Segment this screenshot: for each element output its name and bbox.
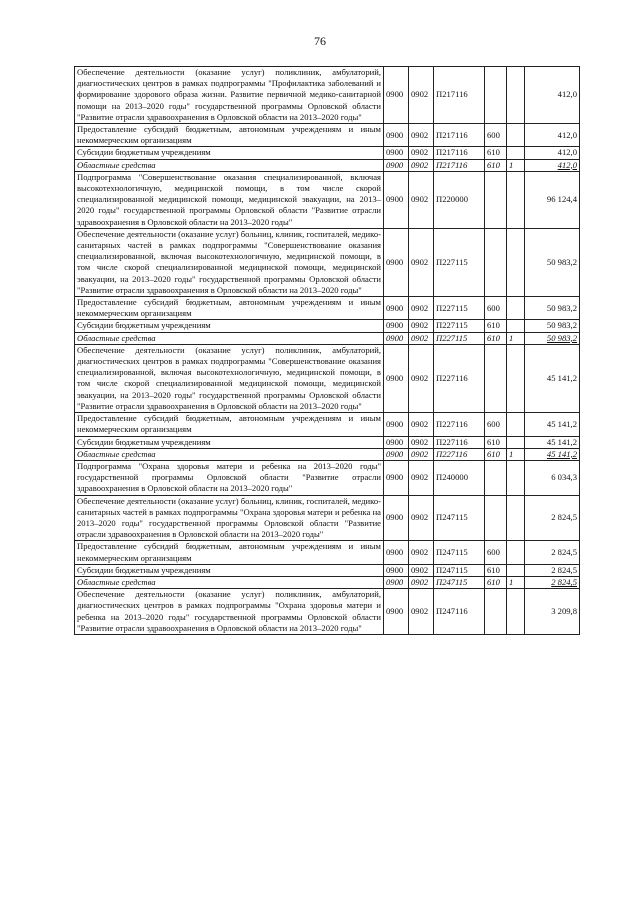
amount-value: 412,0 xyxy=(525,159,580,171)
row-description: Областные средства xyxy=(75,332,384,344)
row-description: Обеспечение деятельности (оказание услуг) больниц, клиник, госпиталей, медико-санитарных частей в рамках подпрограммы "Совершенствование оказания специализированной, включая высокотехнологичную, медицинской помощи, в том числе скорой специализированной медицинской помощи, медицинской эвакуации, на 2013–2020 годы" государственной программы Орловской области "Развитие отрасли здравоохранения в Орловской области на 2013–2020 годы" xyxy=(75,228,384,296)
row-description: Обеспечение деятельности (оказание услуг) поликлиник, амбулаторий, диагностических центров в рамках подпрограммы "Совершенствование оказания специализированной, включая высокотехнологичную, медицинской помощи, в том числе скорой специализированной медицинской помощи, медицинской эвакуации, на 2013–2020 годы" государственной программы Орловской области "Развитие отрасли здравоохранения в Орловской области на 2013–2020 годы" xyxy=(75,344,384,412)
funding-source-code xyxy=(507,344,525,412)
target-article-code: П227115 xyxy=(434,320,485,332)
table-row xyxy=(75,541,580,564)
section-code: 0902 xyxy=(409,589,434,635)
amount-value: 3 209,8 xyxy=(525,589,580,635)
amount-value: 50 983,2 xyxy=(525,297,580,320)
ministry-code: 0900 xyxy=(384,228,409,296)
row-description: Областные средства xyxy=(75,576,384,588)
expense-type-code xyxy=(485,589,507,635)
funding-source-code xyxy=(507,541,525,564)
section-code: 0902 xyxy=(409,159,434,171)
table-row xyxy=(75,228,580,296)
ministry-code: 0900 xyxy=(384,564,409,576)
target-article-code: П240000 xyxy=(434,460,485,495)
amount-value: 96 124,4 xyxy=(525,171,580,228)
funding-source-code xyxy=(507,436,525,448)
funding-source-code xyxy=(507,495,525,541)
ministry-code: 0900 xyxy=(384,541,409,564)
ministry-code: 0900 xyxy=(384,332,409,344)
target-article-code: П227116 xyxy=(434,344,485,412)
row-description: Подпрограмма "Охрана здоровья матери и ребенка на 2013–2020 годы" государственной программы Орловской области "Развитие отрасли здравоохранения в Орловской области на 2013–2020 годы" xyxy=(75,460,384,495)
row-description: Обеспечение деятельности (оказание услуг) поликлиник, амбулаторий, диагностических центров в рамках подпрограммы "Охрана здоровья матери и ребенка на 2013–2020 годы" государственной программы Орловской области "Развитие отрасли здравоохранения в Орловской области на 2013–2020 годы" xyxy=(75,589,384,635)
ministry-code: 0900 xyxy=(384,576,409,588)
amount-value: 2 824,5 xyxy=(525,541,580,564)
amount-value: 6 034,3 xyxy=(525,460,580,495)
row-description: Субсидии бюджетным учреждениям xyxy=(75,436,384,448)
table-row xyxy=(75,297,580,320)
row-description: Обеспечение деятельности (оказание услуг) поликлиник, амбулаторий, диагностических центров в рамках подпрограммы "Профилактика заболеваний и формирование здорового образа жизни. Развитие первичной медико-санитарной помощи на 2013–2020 годы" государственной программы Орловской области "Развитие отрасли здравоохранения в Орловской области на 2013–2020 годы" xyxy=(75,67,384,124)
row-description: Субсидии бюджетным учреждениям xyxy=(75,564,384,576)
table-row xyxy=(75,171,580,228)
section-code: 0902 xyxy=(409,147,434,159)
row-description: Предоставление субсидий бюджетным, автономным учреждениям и иным некоммерческим организациям xyxy=(75,541,384,564)
target-article-code: П227115 xyxy=(434,332,485,344)
expense-type-code: 610 xyxy=(485,436,507,448)
table-row xyxy=(75,159,580,171)
expense-type-code: 600 xyxy=(485,124,507,147)
section-code: 0902 xyxy=(409,297,434,320)
amount-value: 2 824,5 xyxy=(525,495,580,541)
amount-value: 45 141,2 xyxy=(525,436,580,448)
funding-source-code: 1 xyxy=(507,159,525,171)
section-code: 0902 xyxy=(409,460,434,495)
target-article-code: П247115 xyxy=(434,541,485,564)
target-article-code: П227116 xyxy=(434,436,485,448)
row-description: Областные средства xyxy=(75,159,384,171)
ministry-code: 0900 xyxy=(384,448,409,460)
amount-value: 50 983,2 xyxy=(525,228,580,296)
target-article-code: П227116 xyxy=(434,448,485,460)
table-row xyxy=(75,460,580,495)
expense-type-code: 610 xyxy=(485,576,507,588)
target-article-code: П227115 xyxy=(434,297,485,320)
expense-type-code: 610 xyxy=(485,320,507,332)
expense-type-code xyxy=(485,228,507,296)
section-code: 0902 xyxy=(409,436,434,448)
amount-value: 412,0 xyxy=(525,147,580,159)
table-row xyxy=(75,147,580,159)
funding-source-code xyxy=(507,124,525,147)
ministry-code: 0900 xyxy=(384,171,409,228)
funding-source-code xyxy=(507,413,525,436)
section-code: 0902 xyxy=(409,495,434,541)
funding-source-code xyxy=(507,320,525,332)
expense-type-code: 610 xyxy=(485,448,507,460)
ministry-code: 0900 xyxy=(384,436,409,448)
table-row xyxy=(75,436,580,448)
target-article-code: П217116 xyxy=(434,159,485,171)
ministry-code: 0900 xyxy=(384,320,409,332)
section-code: 0902 xyxy=(409,124,434,147)
ministry-code: 0900 xyxy=(384,460,409,495)
section-code: 0902 xyxy=(409,576,434,588)
target-article-code: П227115 xyxy=(434,228,485,296)
section-code: 0902 xyxy=(409,564,434,576)
ministry-code: 0900 xyxy=(384,147,409,159)
target-article-code: П217116 xyxy=(434,147,485,159)
target-article-code: П247115 xyxy=(434,576,485,588)
target-article-code: П247116 xyxy=(434,589,485,635)
section-code: 0902 xyxy=(409,448,434,460)
funding-source-code xyxy=(507,171,525,228)
ministry-code: 0900 xyxy=(384,297,409,320)
expense-type-code: 600 xyxy=(485,541,507,564)
expense-type-code xyxy=(485,67,507,124)
row-description: Областные средства xyxy=(75,448,384,460)
section-code: 0902 xyxy=(409,413,434,436)
row-description: Субсидии бюджетным учреждениям xyxy=(75,147,384,159)
row-description: Предоставление субсидий бюджетным, автономным учреждениям и иным некоммерческим организациям xyxy=(75,124,384,147)
ministry-code: 0900 xyxy=(384,589,409,635)
expense-type-code xyxy=(485,171,507,228)
table-row xyxy=(75,332,580,344)
section-code: 0902 xyxy=(409,344,434,412)
budget-table xyxy=(74,66,580,635)
ministry-code: 0900 xyxy=(384,67,409,124)
amount-value: 2 824,5 xyxy=(525,564,580,576)
funding-source-code: 1 xyxy=(507,332,525,344)
table-row xyxy=(75,124,580,147)
table-row xyxy=(75,344,580,412)
section-code: 0902 xyxy=(409,171,434,228)
expense-type-code: 600 xyxy=(485,297,507,320)
amount-value: 412,0 xyxy=(525,124,580,147)
target-article-code: П247115 xyxy=(434,564,485,576)
expense-type-code: 610 xyxy=(485,147,507,159)
budget-table-body xyxy=(75,67,580,635)
table-row xyxy=(75,320,580,332)
row-description: Подпрограмма "Совершенствование оказания специализированной, включая высокотехнологичную, медицинской помощи, в том числе скорой специализированной медицинской помощи, медицинской эвакуации, на 2013–2020 годы" государственной программы Орловской области "Развитие отрасли здравоохранения в Орловской области на 2013–2020 годы" xyxy=(75,171,384,228)
ministry-code: 0900 xyxy=(384,124,409,147)
row-description: Предоставление субсидий бюджетным, автономным учреждениям и иным некоммерческим организациям xyxy=(75,297,384,320)
amount-value: 45 141,2 xyxy=(525,413,580,436)
amount-value: 412,0 xyxy=(525,67,580,124)
row-description: Предоставление субсидий бюджетным, автономным учреждениям и иным некоммерческим организациям xyxy=(75,413,384,436)
amount-value: 50 983,2 xyxy=(525,320,580,332)
ministry-code: 0900 xyxy=(384,344,409,412)
funding-source-code xyxy=(507,564,525,576)
page-number: 76 xyxy=(314,34,326,48)
funding-source-code xyxy=(507,67,525,124)
expense-type-code: 610 xyxy=(485,564,507,576)
target-article-code: П217116 xyxy=(434,67,485,124)
table-row xyxy=(75,589,580,635)
amount-value: 50 983,2 xyxy=(525,332,580,344)
section-code: 0902 xyxy=(409,228,434,296)
ministry-code: 0900 xyxy=(384,413,409,436)
amount-value: 45 141,2 xyxy=(525,344,580,412)
table-row xyxy=(75,448,580,460)
target-article-code: П217116 xyxy=(434,124,485,147)
target-article-code: П220000 xyxy=(434,171,485,228)
expense-type-code: 610 xyxy=(485,332,507,344)
funding-source-code: 1 xyxy=(507,576,525,588)
section-code: 0902 xyxy=(409,320,434,332)
table-row xyxy=(75,495,580,541)
expense-type-code xyxy=(485,460,507,495)
expense-type-code: 600 xyxy=(485,413,507,436)
funding-source-code xyxy=(507,297,525,320)
funding-source-code xyxy=(507,460,525,495)
row-description: Обеспечение деятельности (оказание услуг) больниц, клиник, госпиталей, медико-санитарных частей в рамках подпрограммы "Охрана здоровья матери и ребенка на 2013–2020 годы" государственной программы Орловской области "Развитие отрасли здравоохранения в Орловской области на 2013–2020 годы" xyxy=(75,495,384,541)
amount-value: 2 824,5 xyxy=(525,576,580,588)
ministry-code: 0900 xyxy=(384,495,409,541)
table-row xyxy=(75,67,580,124)
ministry-code: 0900 xyxy=(384,159,409,171)
table-row xyxy=(75,413,580,436)
table-row xyxy=(75,576,580,588)
target-article-code: П247115 xyxy=(434,495,485,541)
row-description: Субсидии бюджетным учреждениям xyxy=(75,320,384,332)
section-code: 0902 xyxy=(409,332,434,344)
target-article-code: П227116 xyxy=(434,413,485,436)
table-row xyxy=(75,564,580,576)
amount-value: 45 141,2 xyxy=(525,448,580,460)
funding-source-code: 1 xyxy=(507,448,525,460)
section-code: 0902 xyxy=(409,541,434,564)
funding-source-code xyxy=(507,228,525,296)
section-code: 0902 xyxy=(409,67,434,124)
funding-source-code xyxy=(507,147,525,159)
expense-type-code: 610 xyxy=(485,159,507,171)
expense-type-code xyxy=(485,344,507,412)
funding-source-code xyxy=(507,589,525,635)
expense-type-code xyxy=(485,495,507,541)
